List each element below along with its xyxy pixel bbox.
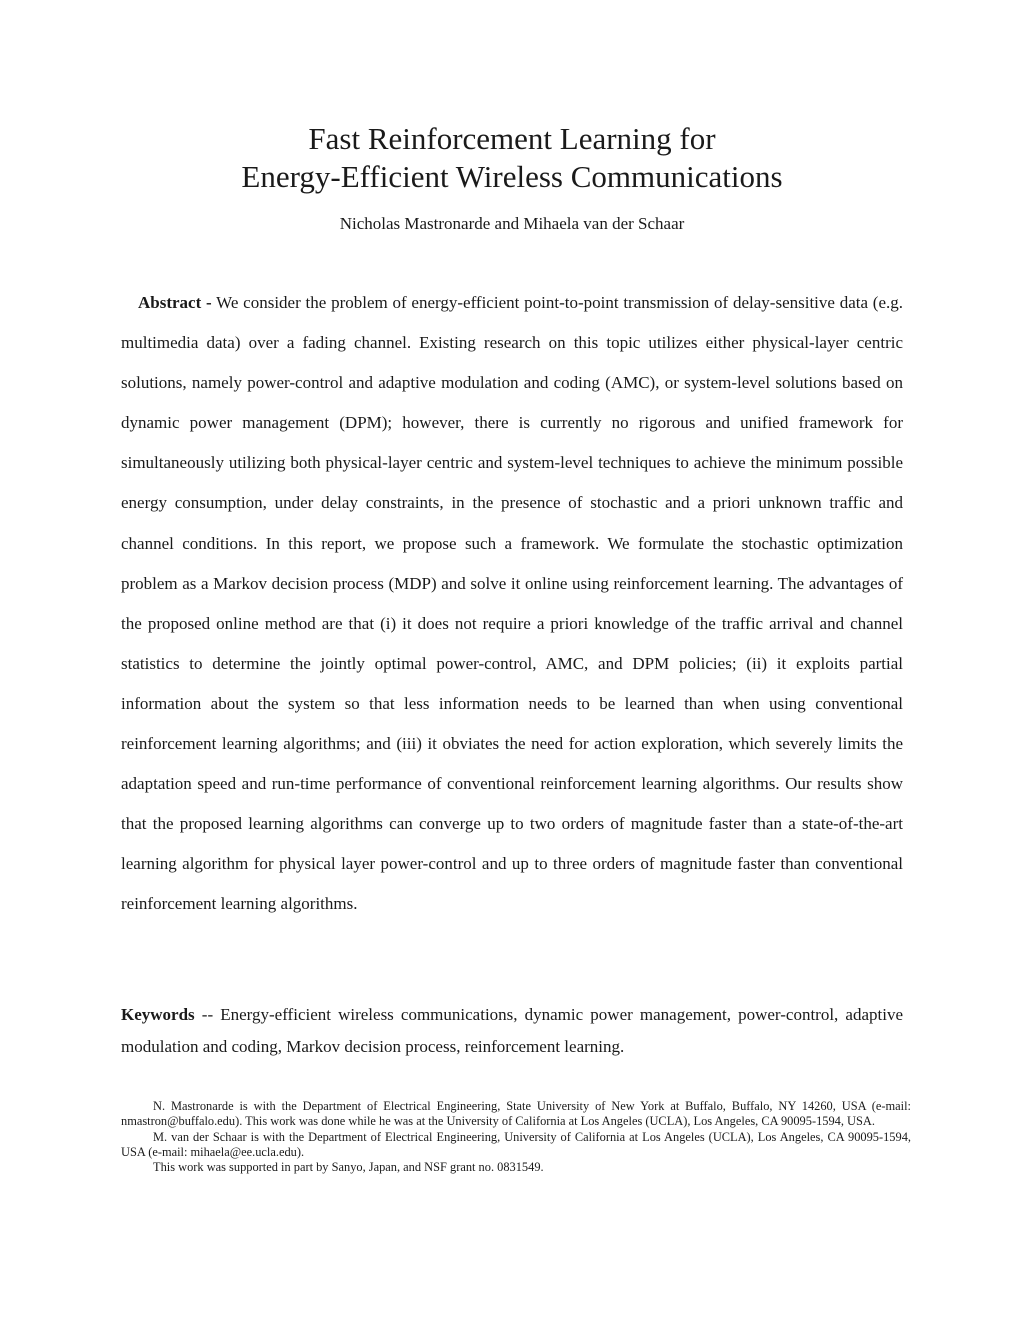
footnote-funding: This work was supported in part by Sanyo, Japan, and NSF grant no. 0831549. — [153, 1160, 544, 1175]
footnotes — [121, 1099, 911, 1175]
footnote-mastronarde: N. Mastronarde is with the Department of Electrical Engineering, State University of New York at Buffalo, Buffalo, NY 14260, USA (e-mail: nmastron@buffalo.edu). This work was done while he was at the University of California at Los Angeles (UCLA), Los Angeles, CA 90095-1594, USA. — [121, 1099, 911, 1129]
author-list: Nicholas Mastronarde and Mihaela van der Schaar — [339, 214, 685, 233]
keywords-label: Keywords — [121, 1005, 195, 1024]
paper-title — [0, 120, 1024, 196]
keywords-text: -- Energy-efficient wireless communications, dynamic power management, power-control, adaptive modulation and coding, Markov decision process, reinforcement learning. — [121, 1005, 903, 1056]
keywords-paragraph — [121, 999, 903, 1063]
abstract-text: We consider the problem of energy-efficient point-to-point transmission of delay-sensitive data (e.g. multimedia data) over a fading channel. Existing research on this topic utilizes either physical-layer centric solutions, namely power-control and adaptive modulation and coding (AMC), or system-level solutions based on dynamic power management (DPM); however, there is currently no rigorous and unified framework for simultaneously utilizing both physical-layer centric and system-level techniques to achieve the minimum possible energy consumption, under delay constraints, in the presence of stochastic and a priori unknown traffic and channel conditions. In this report, we propose such a framework. We formulate the stochastic optimization problem as a Markov decision process (MDP) and solve it online using reinforcement learning. The advantages of the proposed online method are that (i) it does not require a priori knowledge of the traffic arrival and channel statistics to determine the jointly optimal power-control, AMC, and DPM policies; (ii) it exploits partial information about the system so that less information needs to be learned than when using conventional reinforcement learning algorithms; and (iii) it obviates the need for action exploration, which severely limits the adaptation speed and run-time performance of conventional reinforcement learning algorithms. Our results show that the proposed learning algorithms can converge up to two orders of magnitude faster than a state-of-the-art learning algorithm for physical layer power-control and up to three orders of magnitude faster than conventional reinforcement learning algorithms. — [121, 293, 904, 914]
abstract-label: Abstract - — [138, 293, 212, 312]
abstract-paragraph — [121, 283, 903, 925]
title-line-2: Energy-Efficient Wireless Communications — [241, 159, 783, 194]
title-line-1: Fast Reinforcement Learning for — [308, 121, 716, 156]
footnote-van-der-schaar: M. van der Schaar is with the Department of Electrical Engineering, University of California at Los Angeles (UCLA), Los Angeles, CA 90095-1594, USA (e-mail: mihaela@ee.ucla.edu). — [121, 1129, 911, 1159]
